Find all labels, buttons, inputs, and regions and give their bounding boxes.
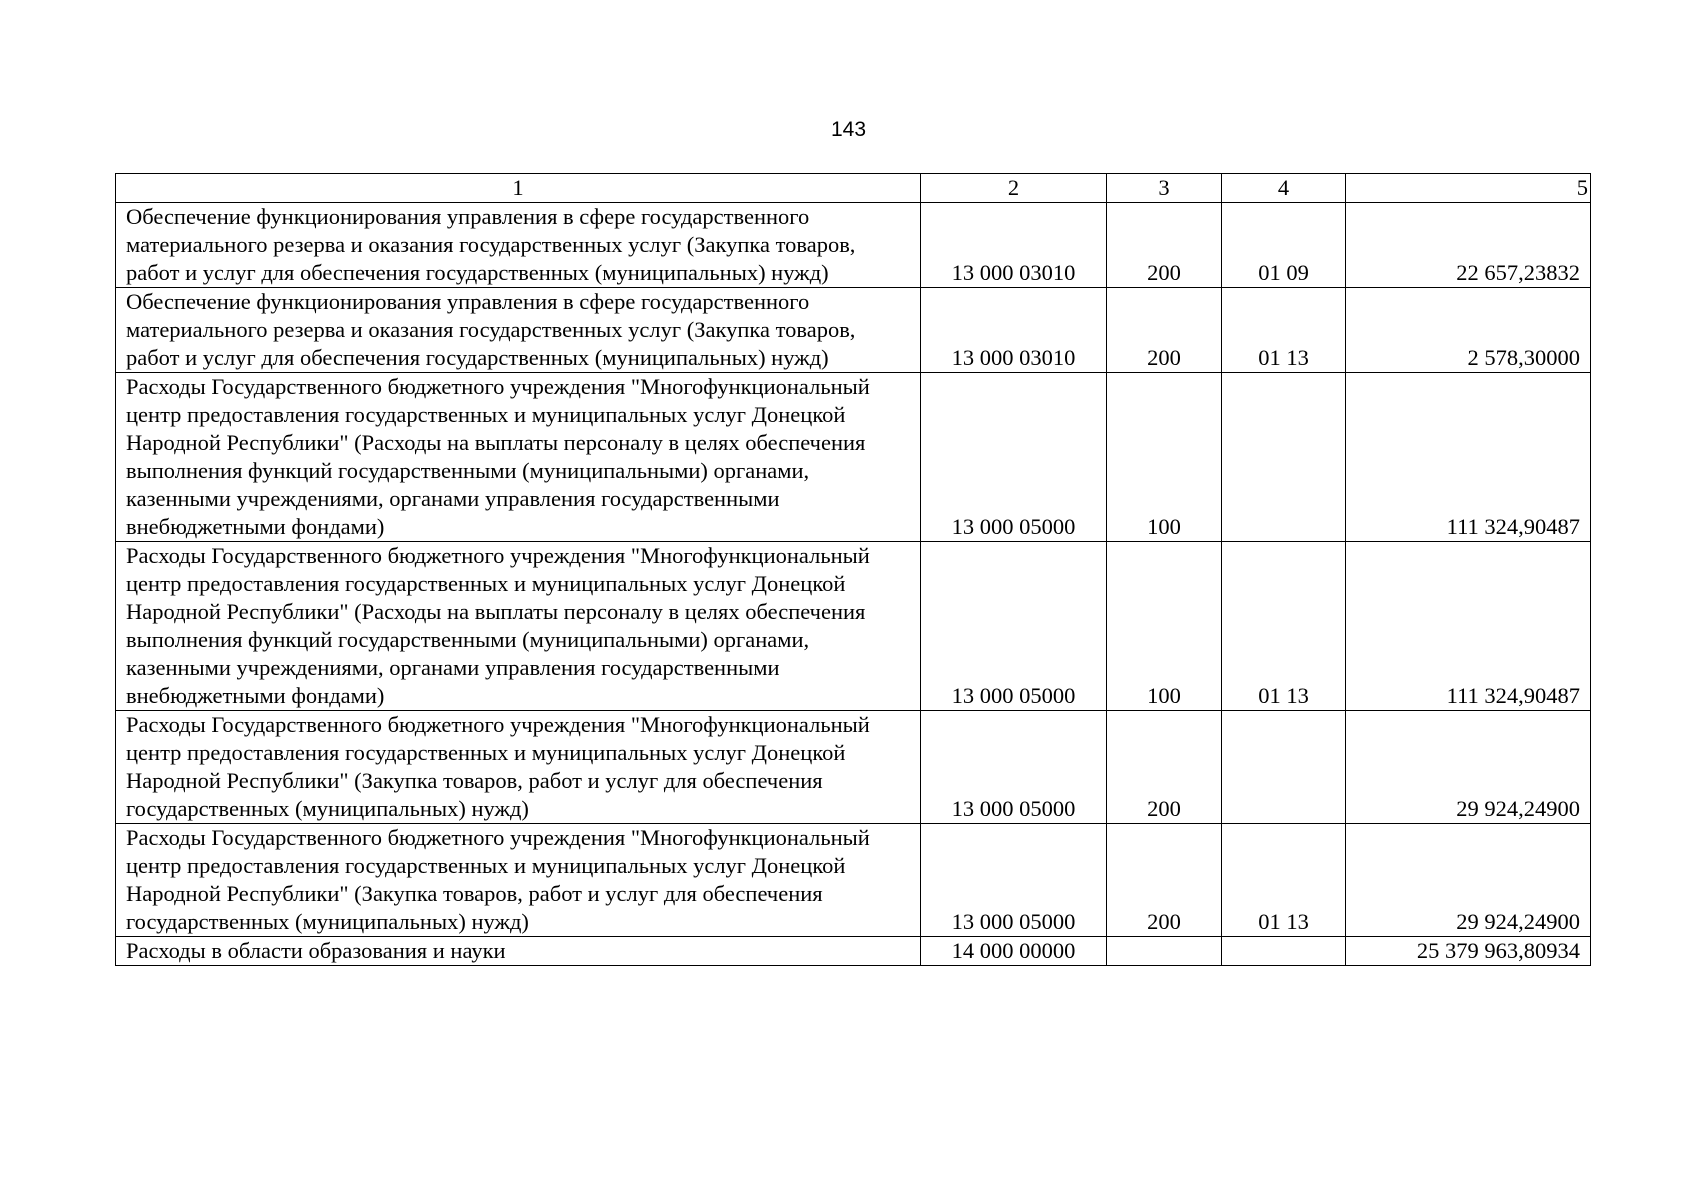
row-code: 13 000 05000	[921, 373, 1107, 542]
table-row	[116, 542, 1591, 711]
row-section: 01 13	[1222, 288, 1346, 373]
page-number: 143	[830, 118, 867, 141]
row-amount: 29 924,24900	[1346, 711, 1591, 824]
row-code: 13 000 03010	[921, 288, 1107, 373]
row-type: 100	[1107, 373, 1222, 542]
row-amount: 111 324,90487	[1346, 542, 1591, 711]
row-type	[1107, 937, 1222, 966]
row-section	[1222, 711, 1346, 824]
row-description: Обеспечение функционирования управления в сфере государственного материального резерва и оказания государственных услуг (Закупка товаров, работ и услуг для обеспечения государственных (муниципальных) нужд)	[116, 203, 921, 288]
row-code: 13 000 03010	[921, 203, 1107, 288]
row-section: 01 09	[1222, 203, 1346, 288]
row-section	[1222, 937, 1346, 966]
row-amount: 22 657,23832	[1346, 203, 1591, 288]
table-row	[116, 711, 1591, 824]
header-col-1: 1	[116, 174, 921, 203]
row-description: Расходы в области образования и науки	[116, 937, 921, 966]
header-col-4: 4	[1222, 174, 1346, 203]
row-amount: 29 924,24900	[1346, 824, 1591, 937]
row-section: 01 13	[1222, 824, 1346, 937]
row-code: 13 000 05000	[921, 824, 1107, 937]
row-code: 13 000 05000	[921, 542, 1107, 711]
row-amount: 25 379 963,80934	[1346, 937, 1591, 966]
row-type: 100	[1107, 542, 1222, 711]
row-amount: 111 324,90487	[1346, 373, 1591, 542]
table-row	[116, 373, 1591, 542]
row-amount: 2 578,30000	[1346, 288, 1591, 373]
budget-table	[115, 173, 1591, 966]
row-type: 200	[1107, 711, 1222, 824]
header-col-3: 3	[1107, 174, 1222, 203]
table-row	[116, 824, 1591, 937]
table-row	[116, 288, 1591, 373]
table-row-total	[116, 937, 1591, 966]
table-header-row	[116, 174, 1591, 203]
row-type: 200	[1107, 288, 1222, 373]
row-type: 200	[1107, 203, 1222, 288]
row-type: 200	[1107, 824, 1222, 937]
row-section	[1222, 373, 1346, 542]
row-code: 14 000 00000	[921, 937, 1107, 966]
row-description: Обеспечение функционирования управления в сфере государственного материального резерва и оказания государственных услуг (Закупка товаров, работ и услуг для обеспечения государственных (муниципальных) нужд)	[116, 288, 921, 373]
row-description: Расходы Государственного бюджетного учреждения "Многофункциональный центр предоставления государственных и муниципальных услуг Донецкой Народной Республики" (Расходы на выплаты персоналу в целях обеспечения выполнения функций государственными (муниципальными) органами, казенными учреждениями, органами управления государственными внебюджетными фондами)	[116, 373, 921, 542]
header-col-5: 5	[1346, 174, 1591, 203]
table-row	[116, 203, 1591, 288]
row-code: 13 000 05000	[921, 711, 1107, 824]
row-section: 01 13	[1222, 542, 1346, 711]
row-description: Расходы Государственного бюджетного учреждения "Многофункциональный центр предоставления государственных и муниципальных услуг Донецкой Народной Республики" (Закупка товаров, работ и услуг для обеспечения государственных (муниципальных) нужд)	[116, 711, 921, 824]
row-description: Расходы Государственного бюджетного учреждения "Многофункциональный центр предоставления государственных и муниципальных услуг Донецкой Народной Республики" (Закупка товаров, работ и услуг для обеспечения государственных (муниципальных) нужд)	[116, 824, 921, 937]
header-col-2: 2	[921, 174, 1107, 203]
row-description: Расходы Государственного бюджетного учреждения "Многофункциональный центр предоставления государственных и муниципальных услуг Донецкой Народной Республики" (Расходы на выплаты персоналу в целях обеспечения выполнения функций государственными (муниципальными) органами, казенными учреждениями, органами управления государственными внебюджетными фондами)	[116, 542, 921, 711]
